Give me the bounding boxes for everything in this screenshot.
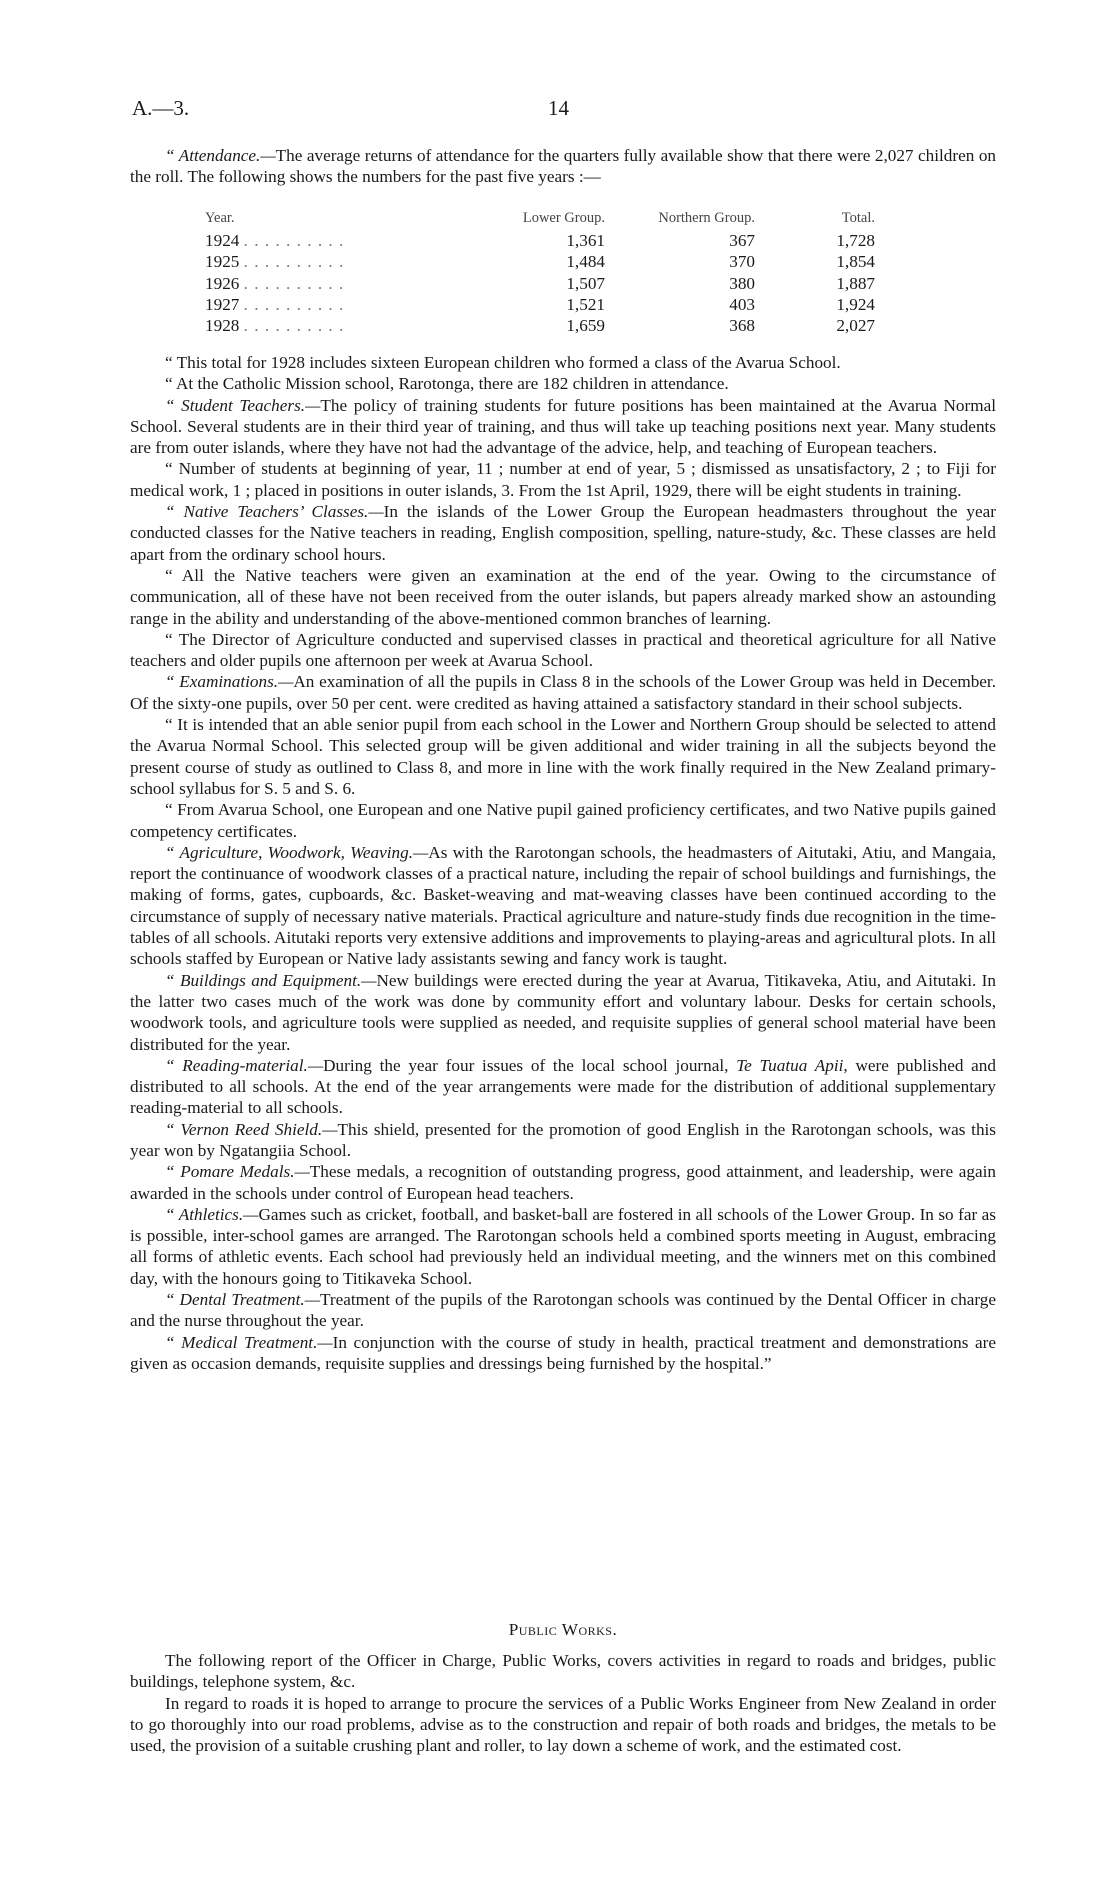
column-header-year: Year. bbox=[205, 209, 235, 226]
cell-total: 1,728 bbox=[836, 231, 875, 250]
paragraph bbox=[130, 799, 996, 842]
cell-total: 1,887 bbox=[836, 273, 875, 293]
paragraph-lead: “ Reading-material.— bbox=[165, 1055, 324, 1075]
attendance-intro bbox=[130, 145, 996, 188]
attendance-table bbox=[205, 208, 875, 336]
paragraph-text: “ At the Catholic Mission school, Rarotonga, there are 182 children in attendance. bbox=[165, 374, 729, 394]
paragraph bbox=[130, 970, 996, 1055]
dot-leader: . . . . . . . . . . bbox=[243, 252, 345, 272]
paragraph bbox=[130, 842, 996, 970]
paragraph-text: The policy of training students for future positions has been maintained at the Avarua Normal School. Several students are in their third year of training, and thus will take up teaching positions next year. Many students are from outer islands, where they have not had the advantage of the advice, help, and teaching of European teachers. bbox=[130, 395, 997, 458]
paragraph-text: New buildings were erected during the year at Avarua, Titikaveka, Atiu, and Aitutaki. In the latter two cases much of the work was done by community effort and voluntary labour. Desks for certain schools, woodwork tools, and agriculture tools were supplied as needed, and requisite supplies of general school material have been distributed for the year. bbox=[130, 970, 996, 1054]
paragraph-text: “ The Director of Agriculture conducted and supervised classes in practical and theoretical agriculture for all Native teachers and older pupils one afternoon per week at Avarua School. bbox=[130, 629, 996, 671]
paragraph-lead: “ Vernon Reed Shield.— bbox=[165, 1119, 338, 1139]
cell-total: 1,924 bbox=[836, 294, 875, 314]
cell-northern-group: 403 bbox=[729, 294, 755, 314]
paragraph-text: “ All the Native teachers were given an examination at the end of the year. Owing to the circumstance of communication, all of these have not been received from the outer islands, but papers already marked show an astounding range in the ability and understanding of the above-mentioned common branches of learning. bbox=[130, 565, 996, 628]
paragraph bbox=[130, 629, 996, 672]
table-row bbox=[205, 251, 875, 272]
column-header-northern-group: Northern Group. bbox=[658, 209, 755, 226]
section-heading: Public Works. bbox=[508, 1620, 618, 1639]
paragraph bbox=[130, 352, 996, 373]
cell-total: 1,854 bbox=[836, 252, 875, 272]
cell-year bbox=[205, 273, 495, 294]
table-row bbox=[205, 315, 875, 336]
report-body bbox=[130, 352, 996, 1374]
paragraph: The following report of the Officer in Charge, Public Works, covers activities in regard to roads and bridges, public buildings, telephone system, &c. bbox=[130, 1651, 996, 1692]
paragraph-lead: “ Dental Treatment.— bbox=[165, 1290, 320, 1310]
paragraph-text: , were published and distributed to all schools. At the end of the year arrangements were made for the distribution of additional supplementary reading-material to all schools. bbox=[130, 1055, 996, 1118]
paragraph-lead: “ Student Teachers.— bbox=[165, 395, 321, 415]
paragraph-lead: “ Pomare Medals.— bbox=[165, 1162, 310, 1182]
paragraph: In regard to roads it is hoped to arrange to procure the services of a Public Works Engineer from New Zealand in order to go thoroughly into our road problems, advise as to the construction and repair of both roads and bridges, the metals to be used, the provision of a suitable crushing plant and roller, to lay down a scheme of work, and the estimated cost. bbox=[130, 1693, 996, 1756]
paragraph-text: During the year four issues of the local school journal, bbox=[323, 1055, 737, 1075]
paragraph-text: “ This total for 1928 includes sixteen European children who formed a class of the Avarua School. bbox=[165, 353, 841, 372]
paragraph-text: An examination of all the pupils in Class 8 in the schools of the Lower Group was held in December. Of the sixty-one pupils, over 50 per cent. were credited as having attained a satisfactory standard in their school subjects. bbox=[130, 672, 996, 713]
cell-lower-group: 1,361 bbox=[566, 231, 605, 250]
document-reference: A.—3. bbox=[132, 96, 190, 120]
paragraph bbox=[130, 1289, 996, 1332]
year-value: 1926 bbox=[205, 273, 240, 293]
paragraph-text: Treatment of the pupils of the Rarotongan schools was continued by the Dental Officer in charge and the nurse throughout the year. bbox=[130, 1290, 996, 1331]
paragraph-lead: “ Medical Treatment.— bbox=[165, 1332, 333, 1352]
dot-leader: . . . . . . . . . . bbox=[243, 273, 345, 293]
paragraph-lead: “ Native Teachers’ Classes.— bbox=[165, 502, 384, 522]
paragraph bbox=[130, 714, 996, 799]
table-row bbox=[205, 273, 875, 294]
cell-lower-group: 1,659 bbox=[566, 316, 605, 336]
cell-year bbox=[205, 315, 495, 336]
column-header-total: Total. bbox=[841, 209, 875, 226]
paragraph bbox=[130, 1119, 996, 1162]
table-row bbox=[205, 230, 875, 251]
paragraph bbox=[130, 145, 996, 188]
year-value: 1927 bbox=[205, 294, 240, 314]
paragraph bbox=[130, 395, 996, 459]
cell-lower-group: 1,521 bbox=[566, 294, 605, 314]
paragraph bbox=[130, 1161, 996, 1204]
paragraph-lead: “ Attendance.— bbox=[165, 146, 276, 165]
paragraph-text: As with the Rarotongan schools, the headmasters of Aitutaki, Atiu, and Mangaia, report the continuance of woodwork classes of a practical nature, including the repair of school buildings and furnishings, the making of forms, gates, cupboards, &c. Basket-weaving and mat-weaving classes have been continued according to the circumstance of supply of necessary native materials. Practical agriculture and nature-study finds due recognition in the time-tables of all schools. Aitutaki reports very extensive additions and improvements to playing-areas and agricultural plots. In all schools staffed by European or Native lady assistants sewing and fancy work is taught. bbox=[130, 842, 996, 969]
cell-northern-group: 380 bbox=[729, 273, 755, 293]
dot-leader: . . . . . . . . . . bbox=[243, 316, 345, 336]
year-value: 1924 bbox=[205, 231, 240, 250]
cell-northern-group: 370 bbox=[729, 252, 755, 272]
column-header-lower-group: Lower Group. bbox=[522, 209, 605, 226]
paragraph-text: In conjunction with the course of study in health, practical treatment and demonstrations are given as occasion demands, requisite supplies and dressings being furnished by the hospital.” bbox=[130, 1332, 996, 1373]
paragraph-lead: “ Buildings and Equipment.— bbox=[165, 970, 377, 990]
public-works-section bbox=[130, 1650, 996, 1756]
paragraph-text: These medals, a recognition of outstanding progress, good attainment, and leadership, were again awarded in the schools under control of European head teachers. bbox=[130, 1162, 996, 1203]
paragraph bbox=[130, 501, 996, 565]
cell-lower-group: 1,507 bbox=[566, 273, 605, 293]
cell-year bbox=[205, 251, 495, 272]
paragraph-text: “ Number of students at beginning of year, 11 ; number at end of year, 5 ; dismissed as unsatisfactory, 2 ; to Fiji for medical work, 1 ; placed in positions in outer islands, 3. From the 1st April, 1929, there will be eight students in training. bbox=[130, 459, 996, 500]
year-value: 1928 bbox=[205, 316, 240, 336]
paragraph-text: “ From Avarua School, one European and one Native pupil gained proficiency certificates, and two Native pupils gained competency certificates. bbox=[130, 800, 996, 841]
paragraph-text: In the islands of the Lower Group the European headmasters throughout the year conducted classes for the Native teachers in reading, English composition, spelling, nature-study, &c. These classes are held apart from the ordinary school hours. bbox=[130, 502, 997, 564]
paragraph-text: The average returns of attendance for the quarters fully available show that there were 2,027 children on the roll. The following shows the numbers for the past five years :— bbox=[130, 146, 997, 187]
paragraph-lead: “ Examinations.— bbox=[165, 672, 294, 692]
paragraph bbox=[130, 565, 996, 629]
cell-northern-group: 367 bbox=[729, 231, 755, 250]
dot-leader: . . . . . . . . . . bbox=[243, 231, 345, 250]
paragraph bbox=[130, 1055, 996, 1119]
paragraph bbox=[130, 1204, 996, 1289]
paragraph bbox=[130, 671, 996, 714]
paragraph bbox=[130, 373, 996, 394]
paragraph bbox=[130, 458, 996, 501]
paragraph-text: Games such as cricket, football, and basket-ball are fostered in all schools of the Lower Group. In so far as is possible, inter-school games are arranged. The Rarotongan schools held a combined sports meeting in August, embracing all forms of athletic events. Each school had previously held an individual meeting, and the winners met on this combined day, with the honours going to Titikaveka School. bbox=[130, 1204, 997, 1288]
cell-total: 2,027 bbox=[836, 316, 875, 336]
table-header-row bbox=[205, 208, 875, 230]
year-value: 1925 bbox=[205, 252, 240, 272]
page-number: 14 bbox=[548, 96, 569, 120]
cell-lower-group: 1,484 bbox=[566, 252, 605, 272]
table-row bbox=[205, 294, 875, 315]
journal-title: Te Tuatua Apii bbox=[736, 1055, 844, 1075]
paragraph-lead: “ Athletics.— bbox=[165, 1204, 259, 1224]
paragraph-text: This shield, presented for the promotion of good English in the Rarotongan schools, was this year won by Ngatangiia School. bbox=[130, 1119, 996, 1160]
paragraph-text: “ It is intended that an able senior pupil from each school in the Lower and Northern Group should be selected to attend the Avarua Normal School. This selected group will be given additional and wider training in all the subjects beyond the present course of study as outlined to Class 8, and more in line with the work finally required in the New Zealand primary-school syllabus for S. 5 and S. 6. bbox=[130, 715, 996, 798]
dot-leader: . . . . . . . . . . bbox=[243, 294, 345, 314]
cell-year bbox=[205, 230, 495, 251]
cell-year bbox=[205, 294, 495, 315]
paragraph bbox=[130, 1332, 996, 1375]
cell-northern-group: 368 bbox=[729, 316, 755, 336]
paragraph-lead: “ Agriculture, Woodwork, Weaving.— bbox=[165, 842, 429, 862]
